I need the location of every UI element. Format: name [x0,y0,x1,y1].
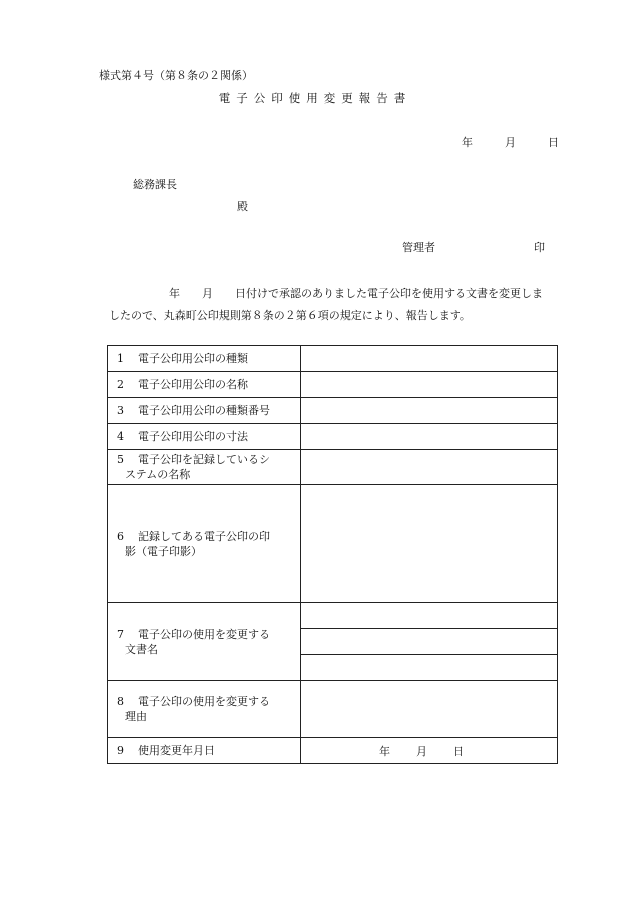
date-month: 月 [505,136,516,149]
row-number: 4 [117,430,124,443]
seal-impression-area[interactable] [301,485,558,603]
row-label-text: 電子公印用公印の寸法 [138,430,248,443]
row-value-field[interactable] [301,424,558,450]
row-number: 9 [117,744,124,757]
row-label-continuation: 影（電子印影） [125,545,202,558]
row-label-text: 電子公印を記録しているシ [138,453,270,466]
form-number: 様式第４号（第８条の２関係） [99,69,253,82]
document-name-field-3[interactable] [301,655,558,681]
row-label [108,681,301,738]
row-number: 1 [117,352,124,365]
row-label-text: 電子公印の使用を変更する [138,695,270,708]
row-label [108,485,301,603]
row-number: 8 [117,695,124,708]
table-row [108,398,558,424]
date-line [462,136,559,149]
row-label-text: 電子公印用公印の種類 [138,352,248,365]
row-label-continuation: 文書名 [125,642,158,656]
table-row [108,603,558,629]
row-label [108,398,301,424]
body-paragraph [109,283,579,327]
row-number: 7 [117,627,124,641]
row-label-text: 電子公印の使用を変更する [138,627,270,641]
body-line-2: したので、丸森町公印規則第８条の２第６項の規定により、報告します。 [109,309,471,322]
table-row [108,346,558,372]
row-value-field[interactable] [301,450,558,485]
table-row [108,738,558,764]
row-label [108,603,301,681]
change-date-field[interactable] [301,738,558,764]
recipient-name: 総務課長 [133,178,177,191]
row-label [108,424,301,450]
document-name-field-1[interactable] [301,603,558,629]
body-month: 月 [202,287,213,300]
row-number: 2 [117,378,124,391]
body-line-1-text: 日付けで承認のありました電子公印を使用する文書を変更しま [235,287,543,300]
table-row [108,372,558,398]
row-number: 6 [117,530,124,543]
change-date-year: 年 [379,744,390,758]
row-label-text: 電子公印用公印の種類番号 [138,404,270,417]
row-label-text: 使用変更年月日 [138,744,215,757]
row-label [108,450,301,485]
row-value-field[interactable] [301,372,558,398]
change-date-month: 月 [416,744,427,758]
recipient-honorific: 殿 [237,200,248,213]
document-name-field-2[interactable] [301,629,558,655]
row-value-field[interactable] [301,398,558,424]
date-year: 年 [462,136,473,149]
body-line-1 [109,283,579,305]
table-row [108,485,558,603]
change-date-day: 日 [453,744,464,758]
row-number: 5 [117,453,124,466]
table-row [108,450,558,485]
row-label-text: 電子公印用公印の名称 [138,378,248,391]
date-day: 日 [548,136,559,149]
info-table [107,345,558,764]
reporter-label: 管理者 [402,241,435,254]
document-title: 電子公印使用変更報告書 [218,91,412,105]
seal-mark: 印 [534,241,545,254]
body-year: 年 [169,287,180,300]
row-label-continuation: ステムの名称 [125,468,191,481]
row-label-continuation: 理由 [125,710,147,723]
reason-field[interactable] [301,681,558,738]
row-value-field[interactable] [301,346,558,372]
row-label [108,738,301,764]
table-row [108,681,558,738]
row-label [108,372,301,398]
row-number: 3 [117,404,124,417]
table-row [108,424,558,450]
row-label [108,346,301,372]
row-label-text: 記録してある電子公印の印 [138,530,270,543]
